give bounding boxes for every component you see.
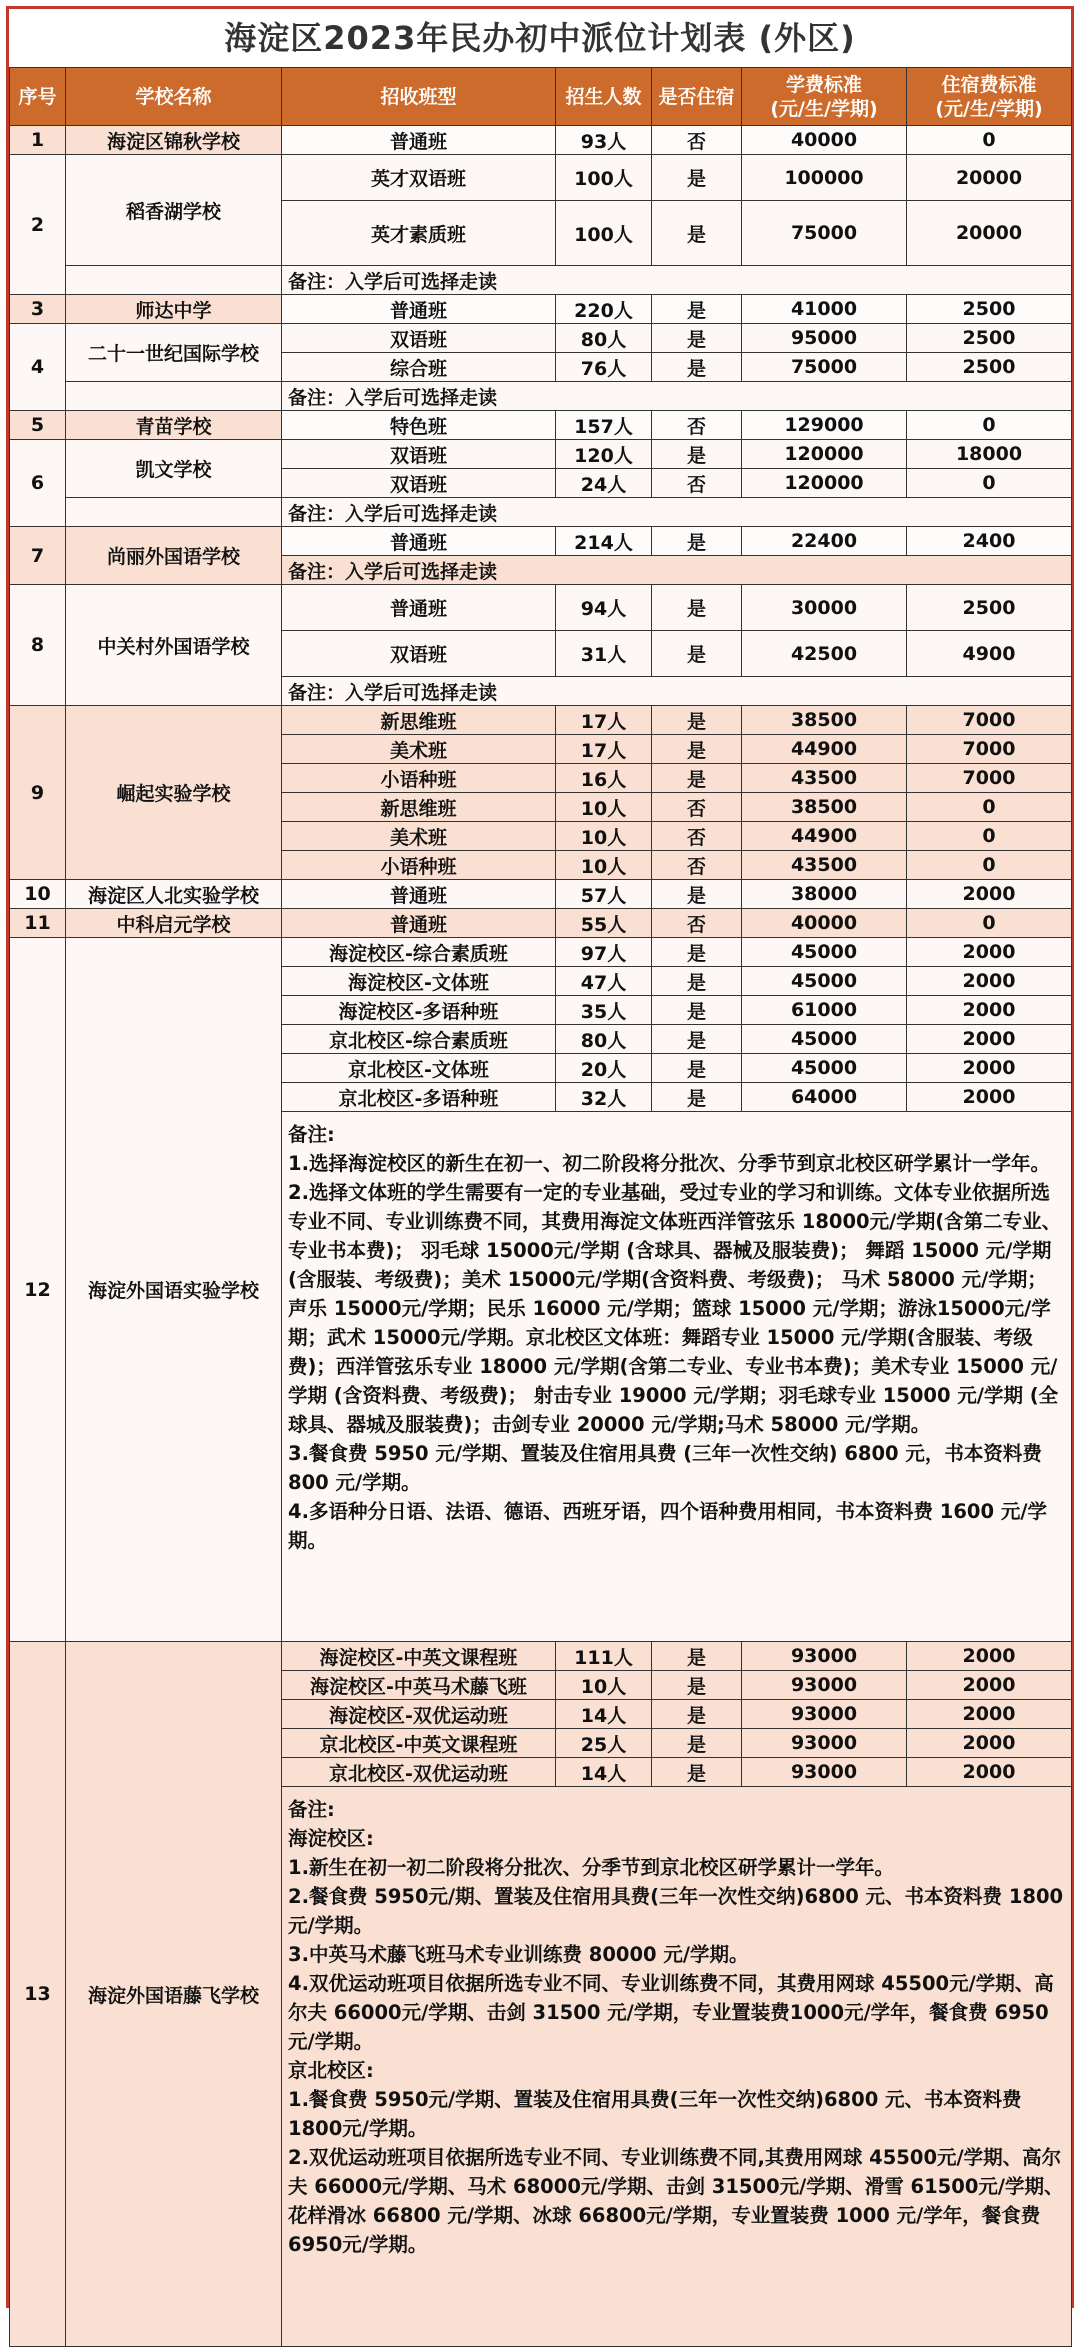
enroll-count: 10人 (556, 851, 652, 880)
row-index: 1 (10, 126, 66, 155)
tuition: 75000 (742, 201, 907, 266)
school-name: 海淀外国语实验学校 (66, 938, 282, 1642)
class-type: 海淀校区-综合素质班 (282, 938, 556, 967)
tuition: 38500 (742, 793, 907, 822)
boarding-fee: 2000 (907, 996, 1072, 1025)
note-text: 备注：入学后可选择走读 (282, 498, 1072, 527)
boarding: 是 (652, 353, 742, 382)
class-type: 双语班 (282, 440, 556, 469)
class-type: 京北校区-多语种班 (282, 1083, 556, 1112)
enroll-count: 47人 (556, 967, 652, 996)
class-type: 英才素质班 (282, 201, 556, 266)
boarding: 是 (652, 1729, 742, 1758)
enroll-count: 220人 (556, 295, 652, 324)
class-type: 普通班 (282, 585, 556, 631)
class-type: 京北校区-中英文课程班 (282, 1729, 556, 1758)
enroll-count: 214人 (556, 527, 652, 556)
table-row (10, 909, 1072, 938)
tuition: 45000 (742, 1054, 907, 1083)
row-index: 12 (10, 938, 66, 1642)
boarding: 否 (652, 126, 742, 155)
note-row (10, 498, 1072, 527)
boarding: 是 (652, 155, 742, 201)
boarding-fee: 0 (907, 851, 1072, 880)
boarding: 否 (652, 851, 742, 880)
class-type: 普通班 (282, 880, 556, 909)
boarding: 是 (652, 440, 742, 469)
tuition: 41000 (742, 295, 907, 324)
header-row (10, 68, 1072, 126)
enroll-count: 97人 (556, 938, 652, 967)
tuition: 43500 (742, 851, 907, 880)
boarding-fee: 20000 (907, 155, 1072, 201)
note-row (10, 266, 1072, 295)
tuition: 93000 (742, 1729, 907, 1758)
boarding: 否 (652, 909, 742, 938)
enroll-count: 17人 (556, 706, 652, 735)
class-type: 双语班 (282, 631, 556, 677)
tuition: 93000 (742, 1700, 907, 1729)
class-type: 双语班 (282, 469, 556, 498)
tuition: 44900 (742, 735, 907, 764)
boarding-fee: 18000 (907, 440, 1072, 469)
row-index: 11 (10, 909, 66, 938)
class-type: 京北校区-文体班 (282, 1054, 556, 1083)
table-row (10, 880, 1072, 909)
tuition: 42500 (742, 631, 907, 677)
boarding-fee: 2500 (907, 324, 1072, 353)
tuition: 120000 (742, 469, 907, 498)
row-index: 6 (10, 440, 66, 527)
school-name: 崛起实验学校 (66, 706, 282, 880)
boarding: 是 (652, 967, 742, 996)
class-type: 新思维班 (282, 706, 556, 735)
header-boarding-fee: 住宿费标准 (元/生/学期) (907, 68, 1072, 126)
boarding: 是 (652, 527, 742, 556)
tuition: 129000 (742, 411, 907, 440)
note-text: 备注：入学后可选择走读 (282, 382, 1072, 411)
table-row (10, 126, 1072, 155)
tuition: 61000 (742, 996, 907, 1025)
table-row (10, 527, 1072, 556)
tuition: 30000 (742, 585, 907, 631)
boarding-fee: 0 (907, 126, 1072, 155)
enroll-count: 80人 (556, 324, 652, 353)
note-text: 备注：入学后可选择走读 (282, 266, 1072, 295)
enroll-count: 80人 (556, 1025, 652, 1054)
class-type: 海淀校区-中英马术藤飞班 (282, 1671, 556, 1700)
enroll-count: 14人 (556, 1758, 652, 1787)
class-type: 海淀校区-文体班 (282, 967, 556, 996)
boarding: 否 (652, 822, 742, 851)
row-index: 3 (10, 295, 66, 324)
boarding-fee: 2000 (907, 1025, 1072, 1054)
note-line: 1.餐食费 5950元/学期、置装及住宿用具费(三年一次性交纳)6800 元、书本资料费 1800元/学期。 (288, 2088, 1022, 2140)
row-index: 9 (10, 706, 66, 880)
header-index: 序号 (10, 68, 66, 126)
tuition: 43500 (742, 764, 907, 793)
school-name: 稻香湖学校 (66, 155, 282, 266)
boarding: 是 (652, 996, 742, 1025)
note-text: 备注：入学后可选择走读 (282, 677, 1072, 706)
class-type: 普通班 (282, 527, 556, 556)
school-name: 中科启元学校 (66, 909, 282, 938)
boarding: 是 (652, 706, 742, 735)
class-type: 新思维班 (282, 793, 556, 822)
table-row (10, 585, 1072, 631)
class-type: 海淀校区-中英文课程班 (282, 1642, 556, 1671)
row-index: 13 (10, 1642, 66, 2347)
enroll-count: 94人 (556, 585, 652, 631)
boarding-fee: 2000 (907, 967, 1072, 996)
table-row (10, 938, 1072, 967)
boarding-fee: 2000 (907, 1054, 1072, 1083)
enroll-count: 10人 (556, 822, 652, 851)
school-name: 青苗学校 (66, 411, 282, 440)
boarding: 是 (652, 880, 742, 909)
boarding-fee: 2500 (907, 295, 1072, 324)
table-row (10, 295, 1072, 324)
boarding-fee: 7000 (907, 706, 1072, 735)
header-tuition: 学费标准 (元/生/学期) (742, 68, 907, 126)
enroll-count: 35人 (556, 996, 652, 1025)
tuition: 45000 (742, 1025, 907, 1054)
enroll-count: 31人 (556, 631, 652, 677)
row-index: 8 (10, 585, 66, 706)
row-index: 5 (10, 411, 66, 440)
enroll-count: 93人 (556, 126, 652, 155)
boarding: 是 (652, 324, 742, 353)
tuition: 40000 (742, 909, 907, 938)
class-type: 普通班 (282, 295, 556, 324)
boarding-fee: 2000 (907, 1758, 1072, 1787)
row-index: 4 (10, 324, 66, 411)
header-boarding: 是否住宿 (652, 68, 742, 126)
tuition: 93000 (742, 1642, 907, 1671)
boarding-fee: 2400 (907, 527, 1072, 556)
tuition: 93000 (742, 1671, 907, 1700)
class-type: 海淀校区-多语种班 (282, 996, 556, 1025)
class-type: 小语种班 (282, 764, 556, 793)
boarding: 否 (652, 469, 742, 498)
note-line: 备注: (288, 1798, 335, 1821)
boarding-fee: 2500 (907, 585, 1072, 631)
class-type: 综合班 (282, 353, 556, 382)
tuition: 45000 (742, 938, 907, 967)
enroll-count: 111人 (556, 1642, 652, 1671)
class-type: 海淀校区-双优运动班 (282, 1700, 556, 1729)
table-row (10, 1642, 1072, 1671)
note-row (10, 382, 1072, 411)
boarding-fee: 2000 (907, 1700, 1072, 1729)
tuition: 38000 (742, 880, 907, 909)
plan-table (9, 67, 1072, 2347)
row-index: 7 (10, 527, 66, 585)
boarding: 是 (652, 295, 742, 324)
boarding: 是 (652, 1083, 742, 1112)
boarding: 是 (652, 764, 742, 793)
class-type: 小语种班 (282, 851, 556, 880)
note-line: 4.双优运动班项目依据所选专业不同、专业训练费不同，其费用网球 45500元/学期、高尔夫 66000元/学期、击剑 31500 元/学期，专业置装费1000元/学年，餐食费 6950元/学期。 (288, 1972, 1054, 2053)
boarding: 是 (652, 1054, 742, 1083)
tuition: 93000 (742, 1758, 907, 1787)
tuition: 120000 (742, 440, 907, 469)
tuition: 75000 (742, 353, 907, 382)
row-index: 2 (10, 155, 66, 295)
boarding: 是 (652, 1700, 742, 1729)
boarding-fee: 4900 (907, 631, 1072, 677)
note-line: 3.餐食费 5950 元/学期、置装及住宿用具费 (三年一次性交纳) 6800 元，书本资料费 800 元/学期。 (288, 1442, 1042, 1494)
boarding-fee: 2000 (907, 880, 1072, 909)
page-title: 海淀区2023年民办初中派位计划表 (外区) (9, 9, 1071, 67)
table-row (10, 706, 1072, 735)
school-name: 凯文学校 (66, 440, 282, 498)
boarding: 否 (652, 793, 742, 822)
enroll-count: 100人 (556, 201, 652, 266)
header-enroll: 招生人数 (556, 68, 652, 126)
boarding-fee: 7000 (907, 764, 1072, 793)
tuition: 45000 (742, 967, 907, 996)
note-line: 4.多语种分日语、法语、德语、西班牙语，四个语种费用相同，书本资料费 1600 元/学期。 (288, 1500, 1047, 1552)
enroll-count: 32人 (556, 1083, 652, 1112)
enroll-count: 157人 (556, 411, 652, 440)
boarding: 是 (652, 1758, 742, 1787)
enroll-count: 14人 (556, 1700, 652, 1729)
enroll-count: 10人 (556, 793, 652, 822)
table-row (10, 324, 1072, 353)
school-name: 中关村外国语学校 (66, 585, 282, 706)
boarding-fee: 2000 (907, 1642, 1072, 1671)
boarding-fee: 7000 (907, 735, 1072, 764)
enroll-count: 57人 (556, 880, 652, 909)
class-type: 英才双语班 (282, 155, 556, 201)
boarding: 是 (652, 1025, 742, 1054)
note-text: 备注：入学后可选择走读 (282, 556, 1072, 585)
boarding-fee: 0 (907, 469, 1072, 498)
boarding-fee: 2000 (907, 1671, 1072, 1700)
class-type: 京北校区-双优运动班 (282, 1758, 556, 1787)
class-type: 双语班 (282, 324, 556, 353)
boarding-fee: 20000 (907, 201, 1072, 266)
class-type: 普通班 (282, 126, 556, 155)
class-type: 特色班 (282, 411, 556, 440)
note-line: 1.新生在初一初二阶段将分批次、分季节到京北校区研学累计一学年。 (288, 1856, 894, 1879)
boarding-fee: 0 (907, 793, 1072, 822)
school-name: 二十一世纪国际学校 (66, 324, 282, 382)
boarding: 是 (652, 735, 742, 764)
enroll-count: 25人 (556, 1729, 652, 1758)
boarding-fee: 0 (907, 822, 1072, 851)
class-type: 京北校区-综合素质班 (282, 1025, 556, 1054)
tuition: 38500 (742, 706, 907, 735)
table-row (10, 411, 1072, 440)
note-line: 2.双优运动班项目依据所选专业不同、专业训练费不同,其费用网球 45500元/学期、高尔夫 66000元/学期、马术 68000元/学期、击剑 31500元/学期、滑雪 61500元/学期、花样滑冰 66800 元/学期、冰球 66800元/学期，专业置装费 1000 元/学年，餐食费 6950元/学期。 (288, 2146, 1064, 2256)
note-line: 3.中英马术藤飞班马术专业训练费 80000 元/学期。 (288, 1943, 749, 1966)
note-line: 1.选择海淀校区的新生在初一、初二阶段将分批次、分季节到京北校区研学累计一学年。 (288, 1152, 1050, 1175)
boarding: 是 (652, 1642, 742, 1671)
note-line: 备注: (288, 1123, 335, 1146)
enroll-count: 100人 (556, 155, 652, 201)
note-line: 京北校区: (288, 2059, 374, 2082)
school-name: 海淀区锦秋学校 (66, 126, 282, 155)
boarding: 是 (652, 631, 742, 677)
enroll-count: 20人 (556, 1054, 652, 1083)
tuition: 64000 (742, 1083, 907, 1112)
enroll-count: 24人 (556, 469, 652, 498)
tuition: 100000 (742, 155, 907, 201)
boarding: 是 (652, 1671, 742, 1700)
boarding: 是 (652, 938, 742, 967)
plan-document (6, 6, 1074, 2308)
tuition: 95000 (742, 324, 907, 353)
enroll-count: 120人 (556, 440, 652, 469)
boarding-fee: 0 (907, 909, 1072, 938)
enroll-count: 16人 (556, 764, 652, 793)
school-name: 海淀外国语藤飞学校 (66, 1642, 282, 2347)
enroll-count: 55人 (556, 909, 652, 938)
boarding-fee: 2000 (907, 1729, 1072, 1758)
note-line: 2.选择文体班的学生需要有一定的专业基础，受过专业的学习和训练。文体专业依据所选专业不同、专业训练费不同，其费用海淀文体班西洋管弦乐 18000元/学期(含第二专业、专业书本费)； 羽毛球 15000元/学期 (含球具、器械及服装费)； 舞蹈 15000 元/学期(含服装、考级费)；美术 15000元/学期(含资料费、考级费)； 马术 58000 元/学期；声乐 15000元/学期；民乐 16000 元/学期；篮球 15000 元/学期；游泳15000元/学期；武术 15000元/学期。京北校区文体班：舞蹈专业 15000 元/学期(含服装、考级费)；西洋管弦乐专业 18000 元/学期(含第二专业、专业书本费)；美术专业 15000 元/学期 (含资料费、考级费)； 射击专业 19000 元/学期；羽毛球专业 15000 元/学期 (全球具、器城及服装费)；击剑专业 20000 元/学期;马术 58000 元/学期。 (288, 1181, 1062, 1436)
class-type: 美术班 (282, 735, 556, 764)
school-name: 尚丽外国语学校 (66, 527, 282, 585)
tuition: 44900 (742, 822, 907, 851)
school-name: 海淀区人北实验学校 (66, 880, 282, 909)
enroll-count: 17人 (556, 735, 652, 764)
enroll-count: 76人 (556, 353, 652, 382)
boarding-fee: 2000 (907, 938, 1072, 967)
boarding: 是 (652, 585, 742, 631)
boarding-fee: 2000 (907, 1083, 1072, 1112)
boarding-fee: 2500 (907, 353, 1072, 382)
header-class-type: 招收班型 (282, 68, 556, 126)
boarding: 否 (652, 411, 742, 440)
table-row (10, 440, 1072, 469)
note-block (282, 1112, 1072, 1642)
table-row (10, 155, 1072, 201)
class-type: 普通班 (282, 909, 556, 938)
enroll-count: 10人 (556, 1671, 652, 1700)
row-index: 10 (10, 880, 66, 909)
boarding: 是 (652, 201, 742, 266)
note-line: 海淀校区: (288, 1827, 374, 1850)
tuition: 22400 (742, 527, 907, 556)
header-school: 学校名称 (66, 68, 282, 126)
tuition: 40000 (742, 126, 907, 155)
note-line: 2.餐食费 5950元/期、置装及住宿用具费(三年一次性交纳)6800 元、书本资料费 1800 元/学期。 (288, 1885, 1064, 1937)
boarding-fee: 0 (907, 411, 1072, 440)
note-block (282, 1787, 1072, 2347)
school-name: 师达中学 (66, 295, 282, 324)
class-type: 美术班 (282, 822, 556, 851)
